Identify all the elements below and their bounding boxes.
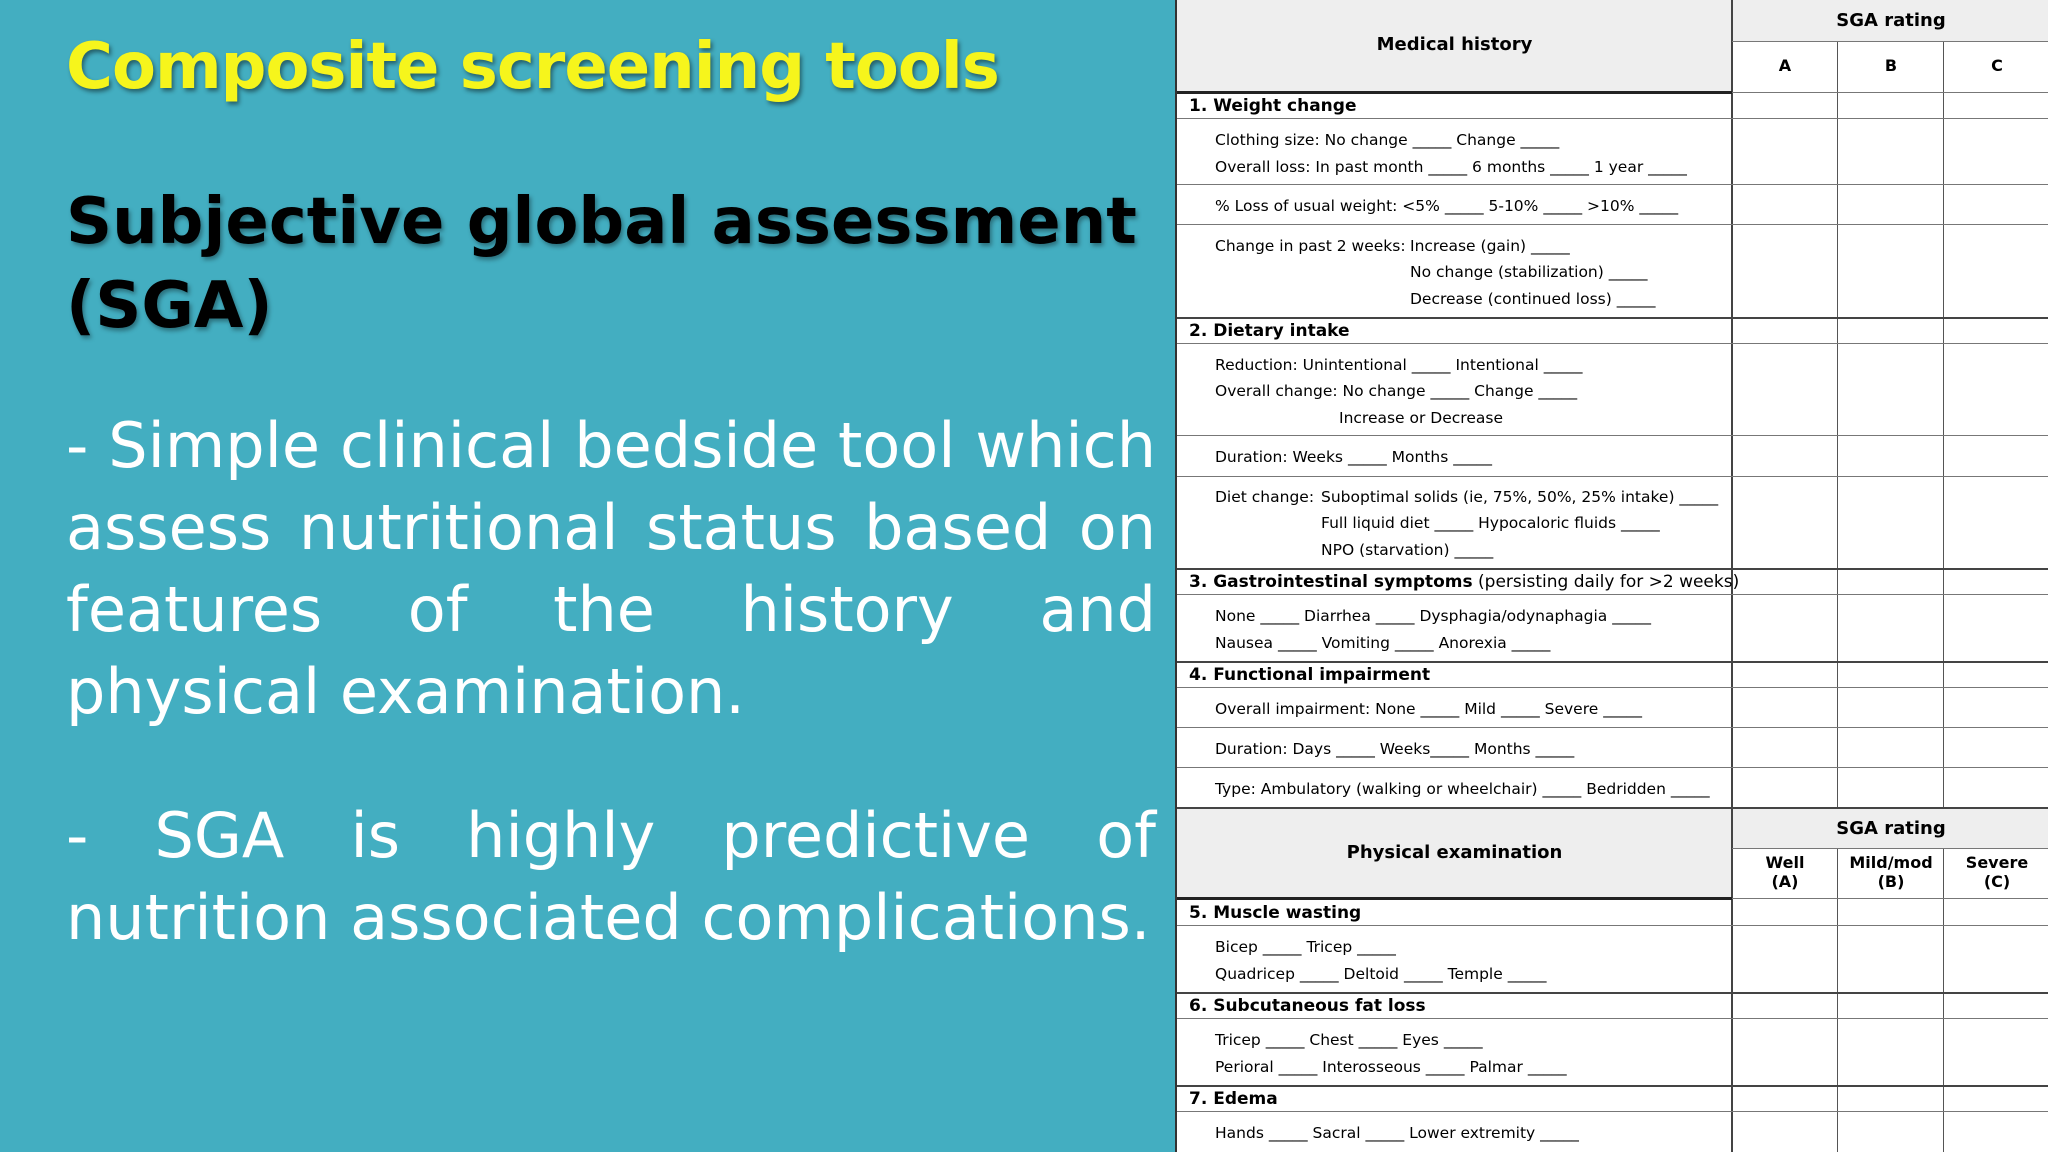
section-dietary-intake: 2. Dietary intake: [1189, 321, 1350, 341]
diet-liquid: Full liquid diet _____ Hypocaloric fluids _____: [1321, 514, 1660, 532]
fat-line-2: Perioral _____ Interosseous _____ Palmar _____: [1215, 1058, 1567, 1076]
row-divider: [1732, 848, 2048, 849]
section-fat-loss: 6. Subcutaneous fat loss: [1189, 996, 1426, 1016]
diet-npo: NPO (starvation) _____: [1321, 541, 1494, 559]
col-c: C: [1991, 56, 2003, 75]
row-divider: [1177, 661, 2048, 663]
overall-change-line: Overall change: No change _____ Change _____: [1215, 382, 1578, 400]
diet-change-label: Diet change:: [1215, 488, 1315, 506]
col-severe: Severe (C): [1965, 853, 2029, 891]
col-b: B: [1884, 56, 1898, 75]
row-divider: [1177, 897, 1732, 900]
change-decrease: Decrease (continued loss) _____: [1410, 290, 1656, 308]
gi-line-1: None _____ Diarrhea _____ Dysphagia/odynaphagia _____: [1215, 607, 1651, 625]
section-functional-impairment: 4. Functional impairment: [1189, 665, 1431, 685]
gi-line-2: Nausea _____ Vomiting _____ Anorexia _____: [1215, 634, 1551, 652]
row-divider: [1177, 476, 2048, 477]
col-divider: [1943, 41, 1944, 808]
muscle-line-1: Bicep _____ Tricep _____: [1215, 938, 1396, 956]
col-well: Well (A): [1765, 853, 1805, 891]
impairment-type-line: Type: Ambulatory (walking or wheelchair) _____ Bedridden _____: [1215, 780, 1710, 798]
row-divider: [1177, 925, 2048, 926]
overall-loss-line: Overall loss: In past month _____ 6 months _____ 1 year _____: [1215, 158, 1687, 176]
row-divider: [1177, 1111, 2048, 1112]
row-divider: [1177, 767, 2048, 768]
row-divider: [1732, 92, 2048, 93]
row-divider: [1177, 184, 2048, 185]
percent-loss-line: % Loss of usual weight: <5% _____ 5-10% _____ >10% _____: [1215, 197, 1679, 215]
physical-exam-header: Physical examination: [1346, 842, 1563, 863]
col-a: A: [1778, 56, 1792, 75]
col-divider: [1943, 848, 1944, 1152]
col-divider: [1837, 41, 1838, 808]
increase-decrease-line: Increase or Decrease: [1339, 409, 1503, 427]
section-weight-change: 1. Weight change: [1189, 96, 1357, 116]
section-edema: 7. Edema: [1189, 1089, 1278, 1109]
row-divider: [1177, 224, 2048, 225]
row-divider: [1732, 41, 2048, 42]
fat-line-1: Tricep _____ Chest _____ Eyes _____: [1215, 1031, 1483, 1049]
sga-rating-header: SGA rating: [1836, 10, 1946, 31]
row-divider: [1177, 1085, 2048, 1087]
col-divider: [1837, 848, 1838, 1152]
row-divider: [1177, 317, 2048, 319]
row-divider: [1177, 343, 2048, 344]
clothing-size-line: Clothing size: No change _____ Change _____: [1215, 131, 1560, 149]
slide-title: Composite screening tools: [66, 30, 999, 104]
row-divider: [1732, 898, 2048, 899]
diet-suboptimal: Suboptimal solids (ie, 75%, 50%, 25% intake) _____: [1321, 488, 1719, 506]
section-gi-title: 3. Gastrointestinal symptoms: [1189, 572, 1473, 592]
row-divider: [1177, 435, 2048, 436]
muscle-line-2: Quadricep _____ Deltoid _____ Temple _____: [1215, 965, 1547, 983]
sga-rating-header-2: SGA rating: [1836, 818, 1946, 839]
row-divider: [1177, 1018, 2048, 1019]
row-divider: [1177, 118, 2048, 119]
section-gi-symptoms: [1189, 572, 1739, 592]
section-muscle-wasting: 5. Muscle wasting: [1189, 903, 1362, 923]
row-divider: [1177, 91, 1732, 94]
row-divider: [1177, 568, 2048, 570]
impairment-duration-line: Duration: Days _____ Weeks_____ Months _____: [1215, 740, 1575, 758]
bullet-1: - Simple clinical bedside tool which assess nutritional status based on features of the history and physical examination.: [66, 409, 1156, 728]
col-mild-mod: Mild/mod (B): [1849, 853, 1933, 891]
sga-form: [1175, 0, 2048, 1152]
change-2wk-label: Change in past 2 weeks:: [1215, 237, 1406, 255]
row-divider: [1177, 727, 2048, 728]
impairment-line: Overall impairment: None _____ Mild _____ Severe _____: [1215, 700, 1642, 718]
row-divider: [1177, 687, 2048, 688]
change-increase: Increase (gain) _____: [1410, 237, 1570, 255]
row-divider: [1177, 992, 2048, 994]
reduction-line: Reduction: Unintentional _____ Intentional _____: [1215, 356, 1583, 374]
row-divider: [1177, 594, 2048, 595]
duration-line: Duration: Weeks _____ Months _____: [1215, 448, 1492, 466]
slide-subtitle: Subjective global assessment (SGA): [66, 185, 1137, 343]
row-divider: [1177, 807, 2048, 809]
section-gi-note: (persisting daily for >2 weeks): [1472, 572, 1740, 592]
edema-line: Hands _____ Sacral _____ Lower extremity _____: [1215, 1124, 1579, 1142]
change-nochange: No change (stabilization) _____: [1410, 263, 1648, 281]
bullet-2: - SGA is highly predictive of nutrition associated complications.: [66, 799, 1156, 954]
medical-history-header: Medical history: [1376, 34, 1533, 55]
